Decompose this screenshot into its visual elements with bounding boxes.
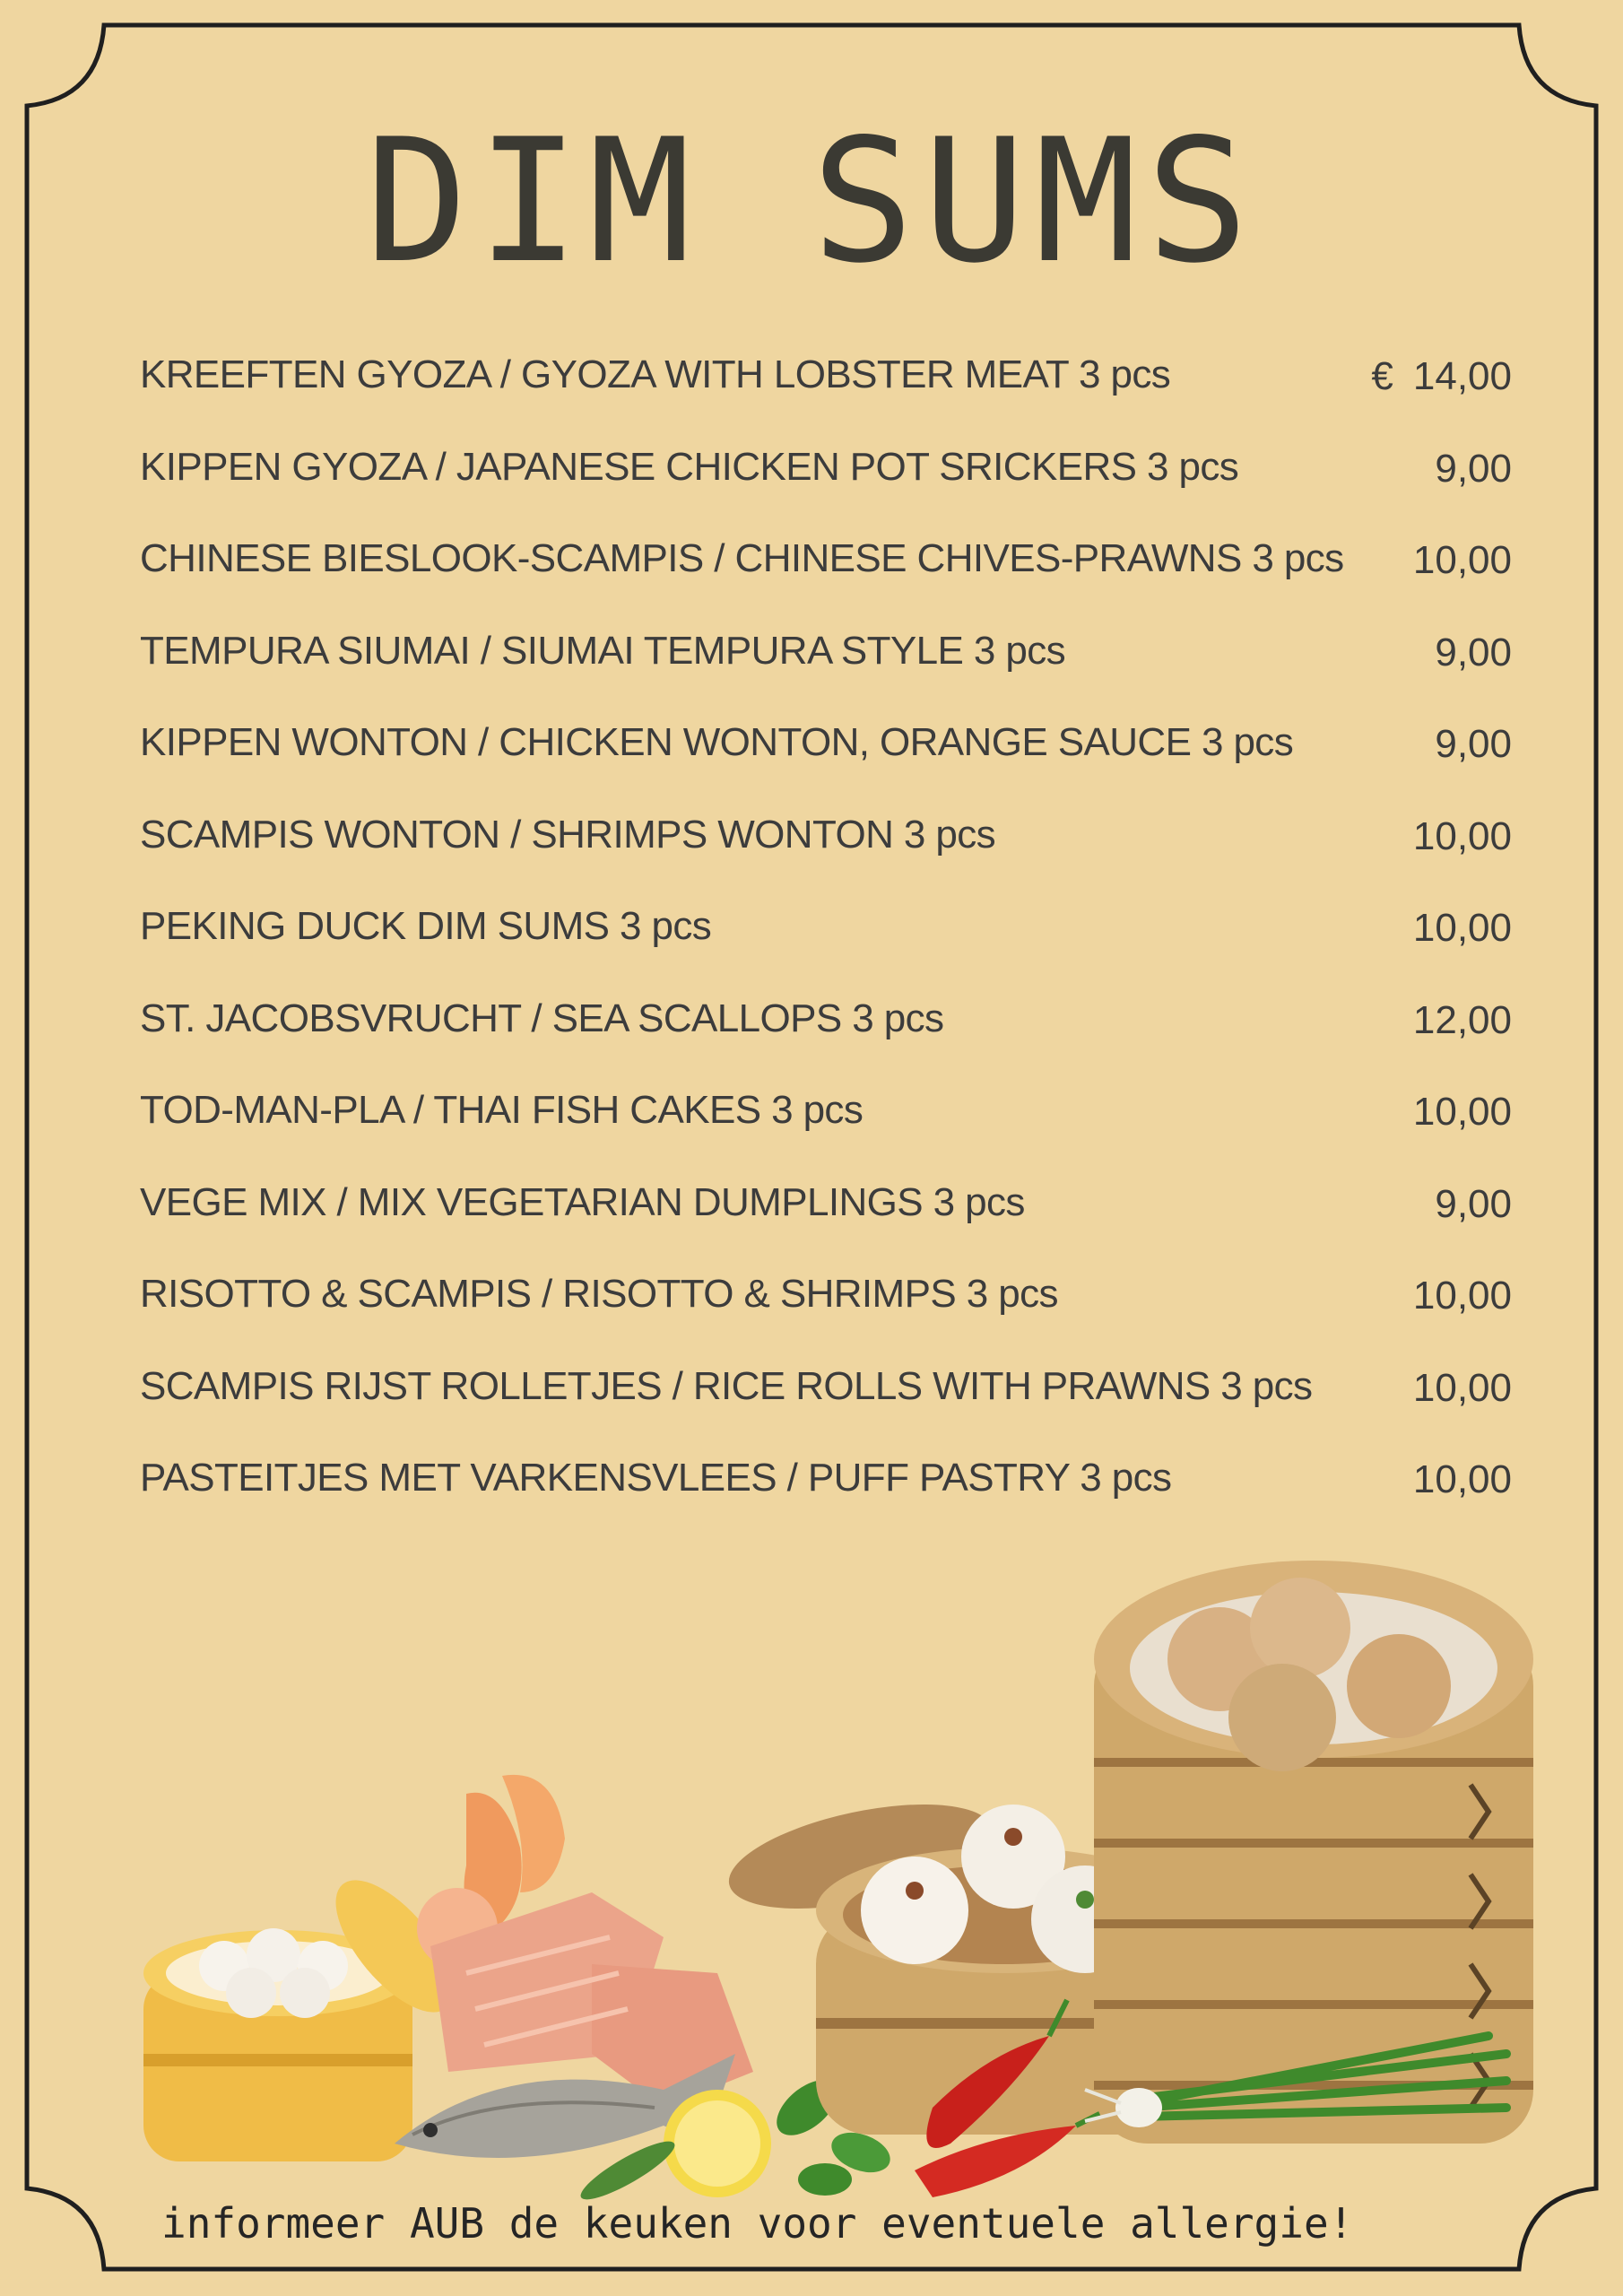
menu-item-name: KIPPEN WONTON / CHICKEN WONTON, ORANGE SAUCE 3 pcs [140, 720, 1294, 764]
menu-item-price: 10,00 [1412, 813, 1512, 858]
lemon-slice [664, 2090, 771, 2197]
menu-item-name: VEGE MIX / MIX VEGETARIAN DUMPLINGS 3 pcs [140, 1179, 1025, 1224]
page-title: DIM SUMS [365, 102, 1258, 300]
menu-list [140, 352, 1512, 1548]
menu-item-name: PEKING DUCK DIM SUMS 3 pcs [140, 904, 712, 948]
food-illustration [126, 1552, 1542, 2206]
menu-item-name: KREEFTEN GYOZA / GYOZA WITH LOBSTER MEAT 3 pcs [140, 352, 1171, 396]
menu-item-name: CHINESE BIESLOOK-SCAMPIS / CHINESE CHIVES-PRAWNS 3 pcs [140, 536, 1344, 580]
menu-item [140, 996, 1512, 1089]
menu-item-price-value: 14,00 [1412, 354, 1512, 398]
menu-item [140, 1456, 1512, 1548]
menu-item-name: KIPPEN GYOZA / JAPANESE CHICKEN POT SRICKERS 3 pcs [140, 444, 1239, 489]
menu-item-price: 10,00 [1412, 1274, 1512, 1318]
allergy-note: informeer AUB de keuken voor eventuele allergie! [161, 2199, 1354, 2248]
menu-item-price: 9,00 [1435, 722, 1512, 766]
menu-item [140, 1088, 1512, 1180]
menu-item-price: 10,00 [1412, 538, 1512, 582]
menu-item [140, 1272, 1512, 1364]
menu-item-price: 9,00 [1435, 1181, 1512, 1226]
menu-item [140, 629, 1512, 721]
menu-item-price: 10,00 [1412, 1365, 1512, 1410]
menu-item [140, 1180, 1512, 1273]
menu-item-price: 10,00 [1412, 906, 1512, 950]
menu-item [140, 904, 1512, 996]
menu-item-price: 9,00 [1435, 446, 1512, 491]
menu-item-price: 10,00 [1412, 1090, 1512, 1134]
menu-item [140, 720, 1512, 813]
menu-item-price: 10,00 [1412, 1457, 1512, 1501]
menu-item [140, 352, 1512, 445]
menu-item-price [1371, 354, 1512, 399]
menu-item-price: 9,00 [1435, 630, 1512, 674]
menu-item [140, 536, 1512, 629]
menu-item-name: TEMPURA SIUMAI / SIUMAI TEMPURA STYLE 3 pcs [140, 628, 1066, 673]
menu-item-name: PASTEITJES MET VARKENSVLEES / PUFF PASTRY 3 pcs [140, 1456, 1172, 1500]
currency-symbol: € [1371, 354, 1393, 398]
menu-item-name: SCAMPIS WONTON / SHRIMPS WONTON 3 pcs [140, 812, 996, 857]
menu-item [140, 813, 1512, 905]
menu-item-name: RISOTTO & SCAMPIS / RISOTTO & SHRIMPS 3 pcs [140, 1272, 1058, 1316]
menu-item-price: 12,00 [1412, 997, 1512, 1042]
menu-item-name: TOD-MAN-PLA / THAI FISH CAKES 3 pcs [140, 1088, 864, 1132]
menu-item-name: ST. JACOBSVRUCHT / SEA SCALLOPS 3 pcs [140, 996, 944, 1040]
menu-item [140, 1364, 1512, 1457]
menu-item-name: SCAMPIS RIJST ROLLETJES / RICE ROLLS WITH PRAWNS 3 pcs [140, 1363, 1313, 1408]
menu-item [140, 445, 1512, 537]
